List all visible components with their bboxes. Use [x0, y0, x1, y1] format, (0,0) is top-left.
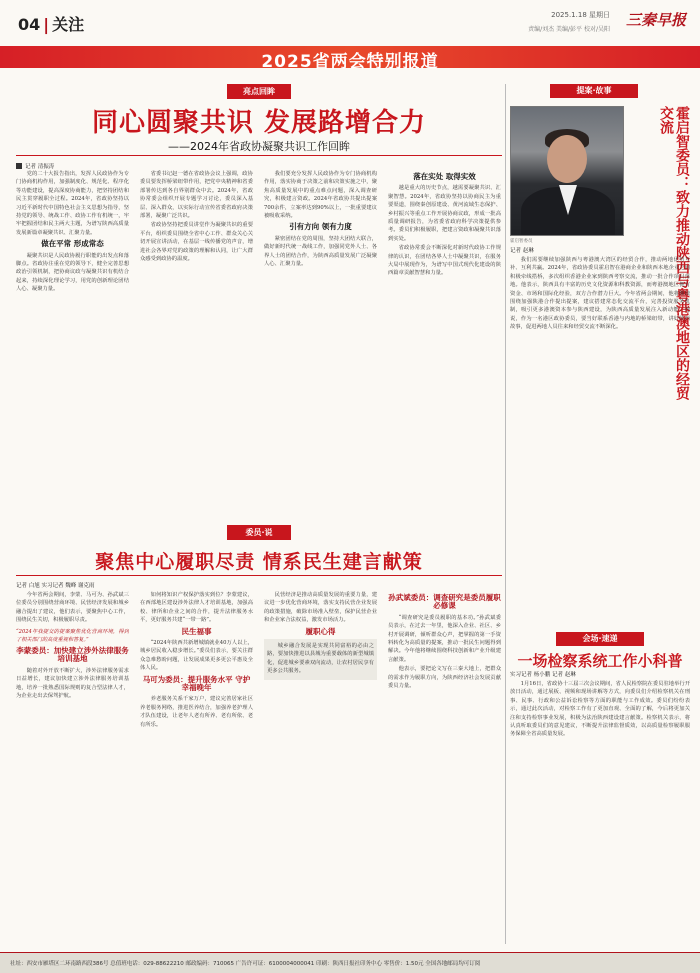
section-badge: 亮点回眸	[227, 84, 291, 99]
title-rule	[16, 575, 502, 576]
paragraph: 1月16日，省政协十三届三次会议期间，省人民检察院在委员驻地举行开放日活动，通过展板、视频和现场讲解等方式，向委员们介绍检察机关在刑事、民事、行政和公益诉讼检察等方面的职能与工作成效。委员们纷纷表示，通过此次活动，对检察工作有了更加直观、全面的了解，今后将更加关注和支持检察事业发展，积极为法治陕西建设建言献策。检察机关表示，将认真听取委员们的意见建议，不断提升法律监督质效，以高质量检察履职服务保障全省高质量发展。	[510, 681, 690, 738]
footer-info: 社址：西安市雁塔区二环南路西段386号 总值班电话：029-88622210 邮政编码：710065 广告许可证：6100004000041 印刷：陕西日报社印务中心 零售价：1.50元 全国各地邮局均可订阅	[10, 961, 481, 967]
bottom-column-3	[264, 591, 377, 943]
subheading: 引有方向 领有力度	[289, 222, 352, 232]
side-title: 霍启智委员：致力推动陕西与粤港澳地区的经贸交流	[658, 106, 690, 400]
page-footer	[0, 952, 700, 973]
flash-title: 一场检察系统工作小科普	[517, 652, 683, 670]
bottom-column-4	[388, 591, 501, 943]
paragraph: 他表示，要把论文写在三秦大地上，把群众的需求作为履职方向，为陕西经济社会发展贡献委员力量。	[388, 666, 501, 690]
subheading: 李蒙委员：加快建立涉外法律服务培训基地	[16, 646, 129, 664]
subheading: 落在实处 取得实效	[413, 172, 476, 181]
banner-title: 2025省两会特别报道	[261, 52, 439, 72]
paragraph: 紧密团结在党的周围，坚持大团结大联合，做好新时代统一战线工作，加强同党外人士、各界人士的团结合作，为陕西高质量发展广泛凝聚人心、汇聚力量。	[264, 235, 377, 268]
paragraph: 养老服务关系千家万户，建议完善居家社区养老服务网络，推进医养结合，加强养老护理人才队伍建设，让老年人老有所养、老有所依、老有所乐。	[140, 696, 253, 728]
photo-caption: 霍启智委员	[510, 239, 533, 244]
pull-quote: “2024年我提交的提案聚焦优化营商环境，得到了相关部门的高度重视和答复。”	[16, 628, 129, 643]
bottom-column-2	[140, 591, 253, 943]
bottom-title: 聚焦中心履职尽责 情系民生建言献策	[95, 551, 423, 573]
paragraph: 党的二十大报告指出，发挥人民政协作为专门协商机构作用，加强制度化、规范化、程序化等功能建设，提高深度协商能力，把坚持团结和民主贯穿履职全过程。2024年，省政协坚持以习近平新时代中国特色社会主义思想为指导，坚持党的领导、统战工作、政协工作有机统一，牢牢把握团结和民主两大主题，为谱写陕西高质量发展新篇章凝聚共识、汇聚力量。	[16, 171, 129, 236]
side-badge: 提案·故事	[550, 84, 638, 98]
bottom-article	[16, 525, 502, 945]
paragraph: 我们需要继续加强陕西与粤港澳大湾区的经贸合作，推动两地优势互补、互利共赢。2024年，省政协委员霍启智在港商企业和陕西本地企业之间积极牵线搭桥，多次组织香港企业家到陕西考察交流，推动一批合作项目落地。他表示，陕西具有丰富的历史文化资源和科教资源，而粤港澳地区拥有资金、市场和国际化经验，双方合作潜力巨大。今年省两会期间，他将继续围绕加强陕港合作提出提案，建议搭建常态化交流平台，完善投资服务机制，吸引更多港澳资本参与陕西建设，为陕西高质量发展注入新动能。他说，作为一名港区政协委员，要当好联系香港与内地的桥梁纽带，讲好陕西故事，促进两地人员往来和经贸交流不断深化。	[510, 257, 690, 331]
side-byline: 记者 赵琳	[510, 248, 534, 254]
subheading: 民生福事	[181, 626, 212, 636]
flash-body	[510, 680, 690, 944]
side-story	[510, 84, 690, 624]
paragraph: 省政协常委会不断深化对新时代政协工作规律的认识，在团结各界人士中凝聚共识，在服务大局中展现作为，为谱写中国式现代化建设的陕西篇章贡献智慧和力量。	[388, 245, 501, 277]
bottom-body	[16, 591, 502, 943]
title-rule	[16, 155, 502, 156]
bottom-badge: 委员·说	[227, 525, 291, 540]
member-photo	[510, 106, 624, 236]
news-flash	[510, 632, 690, 944]
main-article	[16, 84, 502, 514]
subheading: 孙武斌委员：调查研究是委员履职必修课	[388, 593, 501, 611]
paragraph: 我们要充分发挥人民政协作为专门协商机构作用，落实协商于决策之前和决策实施之中，聚焦高质量发展中的重点难点问题，深入调查研究，积极建言资政。2024年省政协共提出提案700余件，立案率达到90%以上，一批重要建议被吸收采纳。	[264, 171, 377, 220]
article-title: 同心圆聚共识 发展路增合力	[91, 108, 427, 138]
paragraph: 省政协坚持把委员讲堂作为凝聚共识的重要平台，组织委员围绕全省中心工作、群众关心关切开展宣讲活动，在基层一线传播党的声音，增进社会各界对党的政策的理解和认同，让广大群众感受到政协的温度。	[140, 222, 253, 263]
bottom-column-1	[16, 591, 129, 943]
paragraph: “调查研究是委员履职的基本功。”孙武斌委员表示，在过去一年里，他深入企业、社区、乡村开展调研，倾听群众心声，把掌握的第一手资料转化为高质量的提案，推动一批民生问题得到解决。今年他将继续围绕科技创新和产业升级建言献策。	[388, 614, 501, 663]
column-divider	[505, 84, 506, 944]
flash-badge: 会场·速递	[556, 632, 644, 646]
highlight-box	[264, 639, 377, 680]
paragraph: 如何将知识产权保护落实到位？李蒙建议，在西部地区建设涉外法律人才培训基地，加强高校、律所和企业之间的合作，提升法律服务水平，更好服务共建“一带一路”。	[140, 592, 253, 624]
bottom-byline: 记者 白旭 实习记者 魏峰 谢克雨	[16, 583, 95, 589]
article-column-3	[264, 170, 377, 510]
flash-byline: 实习记者 杨小鹏 记者 赵琳	[510, 672, 576, 678]
paragraph: 凝聚共识是人民政协履行职能的出发点和落脚点。省政协注重在党的领导下，健全完善思想政治引领机制，把协商议政与凝聚共识有机结合起来，持续深化理论学习，用党的创新理论团结人心、凝聚力量。	[16, 252, 129, 293]
paragraph: 今年省两会期间，李蒙、马可为、孙武斌三位委员分别围绕营商环境、民营经济发展和城乡融合提出了建议，他们表示，要聚焦中心工作，围绕民生关切，积极履职尽责。	[16, 592, 129, 624]
paragraph: 城乡融合发展是实现共同富裕的必由之路，要加快推进以县城为重要载体的新型城镇化，促进城乡要素双向流动，让农村居民享有更多公共服务。	[267, 643, 374, 675]
article-column-2	[140, 170, 253, 510]
issue-date: 2025.1.18 星期日	[551, 11, 610, 19]
side-body	[510, 256, 690, 624]
page-number: 04 | 关注	[18, 15, 85, 34]
article-column-1	[16, 170, 129, 510]
article-body	[16, 170, 502, 510]
subheading: 做在平常 形成常态	[41, 239, 104, 249]
subheading: 履职心得	[305, 626, 336, 636]
page-header	[0, 0, 700, 72]
paragraph: 越是重大的历史节点，越需要凝聚共识、汇聚智慧。2024年，省政协坚持以协商民主为重要渠道，围绕秦创原建设、黄河流域生态保护、乡村振兴等重点工作开展协商议政，形成一批高质量调研报告，为省委省政府科学决策提供参考。委员们积极履职，把建言资政和凝聚共识落到实处。	[388, 185, 501, 242]
byline: 记者 清振涛	[16, 162, 54, 170]
paragraph: 民营经济是推动高质量发展的重要力量，建议进一步优化营商环境，落实支持民营企业发展的政策措施，破除市场准入壁垒，保护民营企业和企业家合法权益，激发市场活力。	[264, 592, 377, 624]
paragraph: 省委书记赵一德在省政协会议上强调，政协委员要发挥桥梁纽带作用，把党中央精神和省委部署传达到各自界别群众中去。2024年，省政协常委会组织开展专题学习讨论，委员深入基层、深入群众，以实际行动宣传省委省政府决策部署，凝聚广泛共识。	[140, 171, 253, 220]
subheading: 马可为委员：提升服务水平 守护幸福晚年	[142, 674, 251, 693]
editor-line: 责编/刘杰 美编/彭平 校对/吴阳	[528, 26, 610, 33]
paragraph: 随着对外开放不断扩大，涉外法律服务需求日益增长，建议加快建立涉外法律服务培训基地，培养一批熟悉国际规则的复合型法律人才，为企业走出去保驾护航。	[16, 667, 129, 700]
article-column-4	[388, 170, 501, 510]
reporter-icon	[16, 163, 22, 169]
article-subtitle: ——2024年省政协凝聚共识工作回眸	[168, 140, 350, 153]
paragraph: “2024年陕西共新增城镇就业40万人以上，城乡居民收入稳步增长。”委员们表示，要关注群众急难愁盼问题，让发展成果更多更公平惠及全体人民。	[140, 640, 253, 672]
section-name: 关注	[52, 15, 85, 34]
newspaper-logo: 三秦早报	[625, 11, 686, 29]
